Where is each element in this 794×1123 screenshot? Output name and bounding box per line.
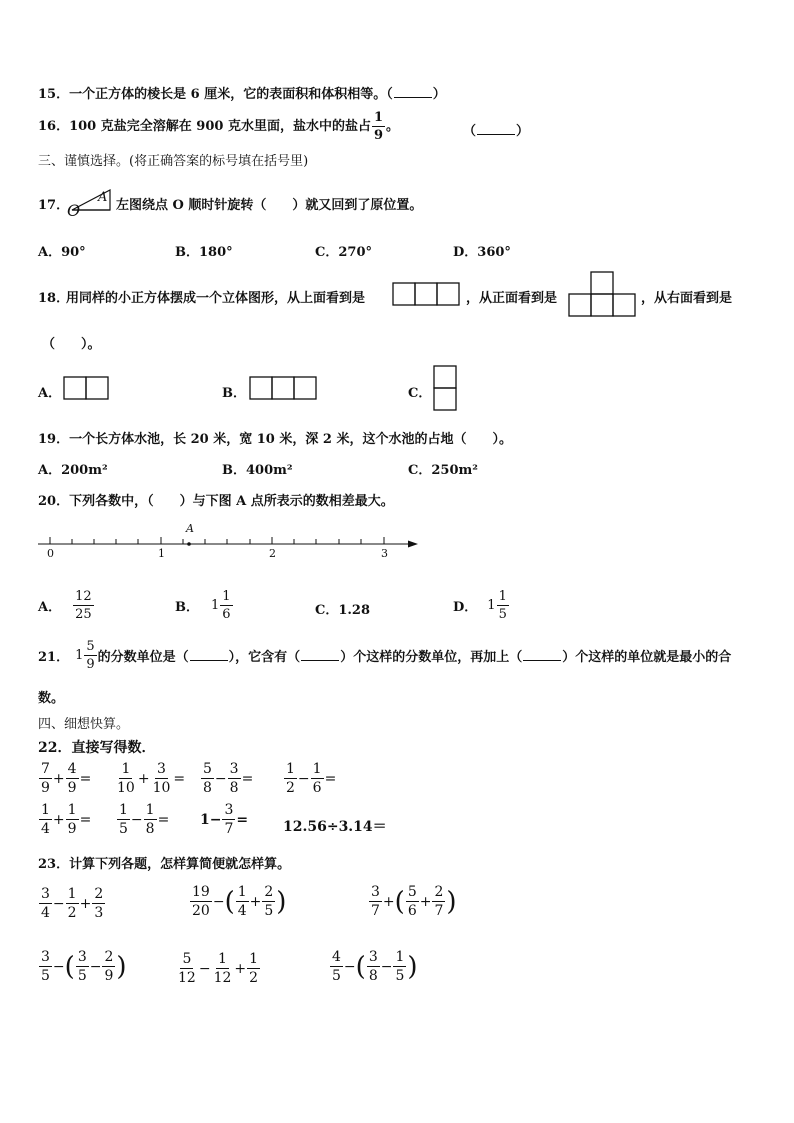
q18-number: 18． bbox=[38, 291, 70, 306]
question-20: 20．下列各数中，（ ）与下图 A 点所表示的数相差最大。 bbox=[38, 494, 394, 509]
q21-line-2: 数。 bbox=[38, 691, 65, 706]
q16-answer: （ ） bbox=[463, 124, 530, 139]
q18-option-a[interactable]: A． bbox=[38, 386, 62, 401]
question-21: 21． 1 $\frac{5}{9}$ 的分数单位是（ ），它含有（ ）个这样的分数单位，再加上（ ）个这样的单位就是最小的合 bbox=[38, 639, 732, 672]
q21-blank-1[interactable] bbox=[190, 650, 228, 661]
top-view-figure bbox=[392, 282, 462, 306]
q22-expr-2: $\frac{1}{10}$ + $\frac{3}{10}$ = bbox=[117, 761, 186, 796]
q18-option-a-figure[interactable] bbox=[63, 376, 111, 400]
q16-answer-blank[interactable] bbox=[477, 124, 515, 135]
q23-title: 23．计算下列各题，怎样算简便就怎样算。 bbox=[38, 857, 291, 872]
figure-label-o: O bbox=[67, 201, 81, 220]
point-a-marker bbox=[187, 542, 191, 546]
q22-expr-8: 12.56÷3.14＝ bbox=[283, 819, 387, 835]
tick-label-2: 2 bbox=[269, 547, 276, 560]
question-16: 16．100 克盐完全溶解在 900 克水里面，盐水中的盐占 $\frac{1}{9}$ 。 bbox=[38, 110, 400, 143]
section-4-title: 四、细想快算。 bbox=[38, 717, 130, 732]
q22-expr-7: 1− $\frac{3}{7}$ = bbox=[200, 802, 249, 837]
q23-problem-2: $\frac{19}{20}$ − ( $\frac{1}{4}$ + $\frac{2}{5}$ ) bbox=[192, 884, 287, 919]
q15-number: 15． bbox=[38, 87, 70, 102]
q21-blank-3[interactable] bbox=[523, 650, 561, 661]
q15-text: 一个正方体的棱长是 6 厘米，它的表面积和体积相等。（ bbox=[69, 87, 393, 102]
q17-option-c[interactable]: C．270° bbox=[315, 245, 372, 260]
question-19: 19．一个长方体水池，长 20 米，宽 10 米，深 2 米，这个水池的占地（ ）。 bbox=[38, 432, 512, 447]
q23-problem-5: $\frac{5}{12}$ − $\frac{1}{12}$ + $\frac{1}{2}$ bbox=[178, 951, 259, 986]
q19-option-b[interactable]: B．400m² bbox=[222, 463, 293, 478]
front-view-figure bbox=[568, 271, 638, 319]
q22-expr-3: $\frac{5}{8}$ − $\frac{3}{8}$ = bbox=[203, 761, 254, 796]
point-a-label: A bbox=[186, 522, 194, 535]
q23-problem-6: $\frac{4}{5}$ − ( $\frac{3}{8}$ − $\frac{1}{5}$ ) bbox=[332, 949, 418, 984]
q20-option-c[interactable]: C．1.28 bbox=[315, 603, 371, 618]
q19-option-c[interactable]: C．250m² bbox=[408, 463, 478, 478]
q18-text-3: ，从右面看到是 bbox=[641, 291, 733, 306]
q17-option-d[interactable]: D．360° bbox=[453, 245, 511, 260]
q22-expr-1: $\frac{7}{9}$ + $\frac{4}{9}$ = bbox=[41, 761, 92, 796]
q16-fraction: $\frac{1}{9}$ bbox=[373, 110, 383, 143]
q23-problem-3: $\frac{3}{7}$ + ( $\frac{5}{6}$ + $\frac{2}{7}$ ) bbox=[371, 884, 457, 919]
question-15: 15．一个正方体的棱长是 6 厘米，它的表面积和体积相等。（ ） bbox=[38, 87, 446, 102]
number-line bbox=[38, 520, 428, 564]
q16-number: 16． bbox=[38, 119, 70, 134]
section-3-title: 三、谨慎选择。(将正确答案的标号填在括号里) bbox=[38, 154, 309, 169]
q22-expr-6: $\frac{1}{5}$ − $\frac{1}{8}$ = bbox=[119, 802, 170, 837]
q18-option-b-figure[interactable] bbox=[249, 376, 319, 400]
q22-title: 22．直接写得数． bbox=[38, 740, 156, 756]
number-line-ticks bbox=[50, 537, 384, 544]
figure-label-a: A bbox=[98, 190, 108, 205]
q22-expr-5: $\frac{1}{4}$ + $\frac{1}{9}$ = bbox=[41, 802, 92, 837]
q18-text-1: 用同样的小正方体摆成一个立体图形，从上面看到是 bbox=[66, 291, 366, 306]
q17-text: 左图绕点 O 顺时针旋转（ ）就又回到了原位置。 bbox=[116, 198, 423, 213]
q23-problem-4: $\frac{3}{5}$ − ( $\frac{3}{5}$ − $\frac{2}{9}$ ) bbox=[41, 949, 127, 984]
q17-number: 17． bbox=[38, 198, 70, 213]
q18-option-c[interactable]: C． bbox=[408, 386, 432, 401]
q20-option-b[interactable]: B． 1 $\frac{1}{6}$ bbox=[175, 589, 231, 622]
q18-text-2: ，从正面看到是 bbox=[466, 291, 558, 306]
q18-option-b[interactable]: B． bbox=[222, 386, 246, 401]
q18-option-c-figure[interactable] bbox=[433, 365, 457, 411]
q22-expr-4: $\frac{1}{2}$ − $\frac{1}{6}$ = bbox=[286, 761, 337, 796]
q23-problem-1: $\frac{3}{4}$ − $\frac{1}{2}$ + $\frac{2}{3}$ bbox=[41, 886, 104, 921]
q18-line-2: （ ）。 bbox=[42, 337, 101, 352]
tick-label-3: 3 bbox=[381, 547, 388, 560]
q19-option-a[interactable]: A．200m² bbox=[38, 463, 108, 478]
q17-option-a[interactable]: A．90° bbox=[38, 245, 86, 260]
q15-answer-blank[interactable] bbox=[394, 87, 432, 98]
q16-text: 100 克盐完全溶解在 900 克水里面，盐水中的盐占 bbox=[69, 119, 371, 134]
tick-label-0: 0 bbox=[47, 547, 54, 560]
q20-option-d[interactable]: D． 1 $\frac{1}{5}$ bbox=[453, 589, 507, 622]
tick-label-1: 1 bbox=[158, 547, 165, 560]
q20-option-a[interactable]: A． $\frac{12}{25}$ bbox=[38, 589, 92, 622]
q21-blank-2[interactable] bbox=[301, 650, 339, 661]
q17-option-b[interactable]: B．180° bbox=[175, 245, 233, 260]
